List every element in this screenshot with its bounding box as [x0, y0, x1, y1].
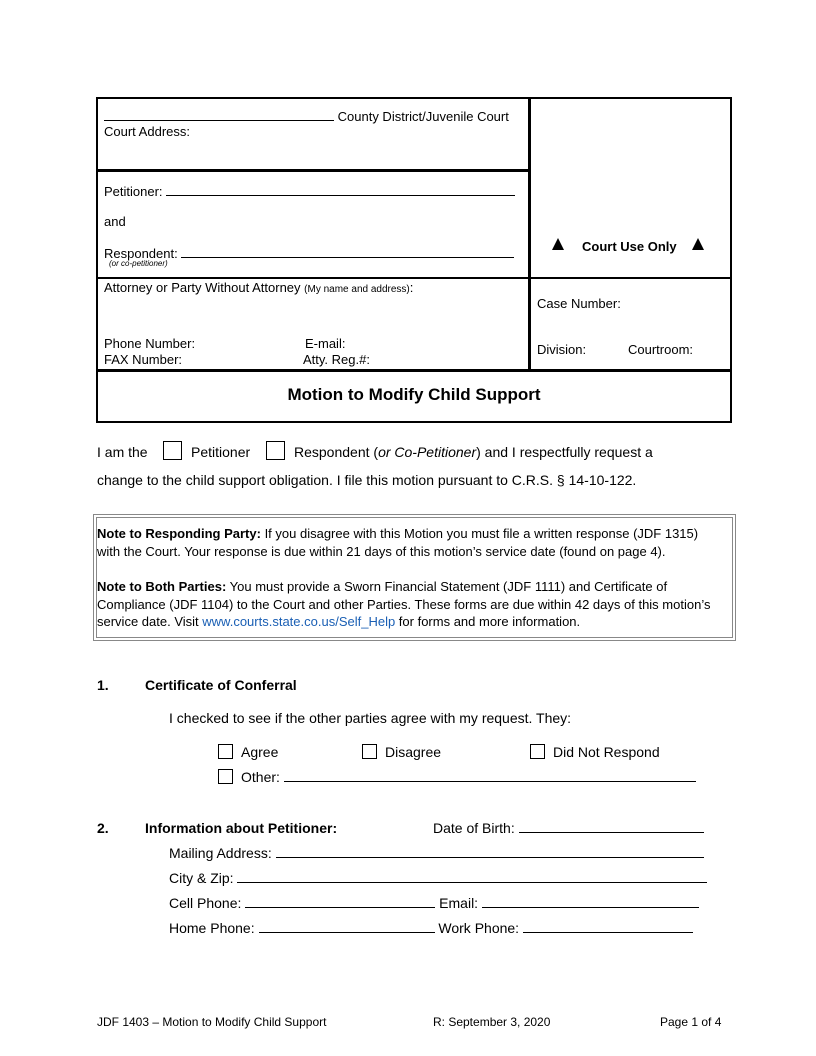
- home-label: Home Phone:: [169, 920, 255, 936]
- up-arrow-icon-left: [552, 238, 564, 250]
- notice-p2-text: You must provide a Sworn Financial Statement (JDF 1111) and Certificate of: [226, 579, 668, 594]
- disagree-checkbox[interactable]: [362, 744, 377, 759]
- agree-checkbox[interactable]: [218, 744, 233, 759]
- footer-page: Page 1 of 4: [660, 1015, 722, 1029]
- notice-p1-text: If you disagree with this Motion you must file a written response (JDF 1315): [260, 526, 699, 541]
- footer-revision: R: September 3, 2020: [433, 1015, 551, 1029]
- notice-both-heading: Note to Both Parties:: [97, 579, 227, 594]
- notice-p2-line3: [97, 614, 580, 629]
- intro-after: ) and I respectfully request a: [476, 444, 653, 460]
- other-blank[interactable]: [284, 769, 696, 782]
- attorney-label-line: [104, 280, 413, 295]
- petitioner-option-label: Petitioner: [191, 444, 251, 460]
- petitioner-blank[interactable]: [166, 183, 515, 196]
- city-blank[interactable]: [237, 870, 707, 883]
- court-county-blank[interactable]: [104, 108, 334, 121]
- notice-p2-post: for forms and more information.: [395, 614, 581, 629]
- email-label: E-mail:: [305, 336, 346, 351]
- dob-line: [433, 820, 704, 836]
- self-help-link[interactable]: www.courts.state.co.us/Self_Help: [202, 614, 396, 629]
- home-line: [169, 920, 693, 936]
- other-label: Other:: [241, 769, 280, 785]
- respondent-blank[interactable]: [181, 245, 514, 258]
- attorney-label: Attorney or Party Without Attorney: [104, 280, 301, 295]
- attorney-colon: :: [409, 280, 414, 295]
- respondent-checkbox[interactable]: [266, 441, 285, 460]
- section-2-heading: Information about Petitioner:: [145, 820, 338, 836]
- intro-line-2: change to the child support obligation. I file this motion pursuant to C.R.S. § 14-10-122.: [97, 472, 637, 488]
- did-not-respond-checkbox[interactable]: [530, 744, 545, 759]
- section-2-number: 2.: [97, 820, 109, 836]
- court-name-line: [104, 108, 509, 124]
- fax-label: FAX Number:: [104, 352, 183, 367]
- notice-p1-line1: [97, 526, 698, 541]
- atty-reg-label: Atty. Reg.#:: [303, 352, 370, 367]
- dob-blank[interactable]: [519, 820, 704, 833]
- section-1-heading: Certificate of Conferral: [145, 677, 297, 693]
- respondent-option-line: [294, 444, 653, 460]
- case-number-label: Case Number:: [537, 296, 621, 311]
- co-petitioner-italic: or Co-Petitioner: [378, 444, 477, 460]
- section-1-number: 1.: [97, 677, 109, 693]
- dob-label: Date of Birth:: [433, 820, 515, 836]
- petitioner-line: [104, 183, 515, 199]
- mailing-blank[interactable]: [276, 845, 704, 858]
- did-not-respond-label: Did Not Respond: [553, 744, 660, 760]
- and-label: and: [104, 214, 126, 229]
- division-label: Division:: [537, 342, 587, 357]
- up-arrow-icon-right: [692, 238, 704, 250]
- home-blank[interactable]: [259, 920, 435, 933]
- work-label: Work Phone:: [438, 920, 520, 936]
- agree-label: Agree: [241, 744, 279, 760]
- i-am-the-label: I am the: [97, 444, 148, 460]
- footer-form-id: JDF 1403 – Motion to Modify Child Support: [97, 1015, 327, 1029]
- court-suffix: County District/Juvenile Court: [337, 109, 509, 124]
- notice-p2-line1: [97, 579, 667, 594]
- respondent-option-label: Respondent (: [294, 444, 379, 460]
- petitioner-email-label: Email:: [439, 895, 479, 911]
- phone-label: Phone Number:: [104, 336, 196, 351]
- cell-label: Cell Phone:: [169, 895, 242, 911]
- court-address-label: Court Address:: [104, 124, 190, 139]
- mailing-line: [169, 845, 704, 861]
- notice-p2-line2: Compliance (JDF 1104) to the Court and other Parties. These forms are due within 42 days of this motion’s: [97, 597, 711, 612]
- cell-blank[interactable]: [245, 895, 435, 908]
- work-blank[interactable]: [523, 920, 693, 933]
- disagree-label: Disagree: [385, 744, 442, 760]
- petitioner-email-blank[interactable]: [482, 895, 699, 908]
- court-use-only: Court Use Only: [582, 239, 677, 254]
- other-line: [241, 769, 696, 785]
- co-petitioner-note: (or co-petitioner): [109, 259, 168, 268]
- city-line: [169, 870, 707, 886]
- courtroom-label: Courtroom:: [628, 342, 694, 357]
- cell-line: [169, 895, 699, 911]
- page-title: Motion to Modify Child Support: [287, 385, 541, 404]
- notice-p2-pre: service date. Visit: [97, 614, 203, 629]
- petitioner-checkbox[interactable]: [163, 441, 182, 460]
- mailing-label: Mailing Address:: [169, 845, 272, 861]
- petitioner-label: Petitioner:: [104, 184, 163, 199]
- section-1-prompt: I checked to see if the other parties agree with my request. They:: [169, 710, 572, 726]
- attorney-note: (My name and address): [304, 284, 410, 295]
- notice-p1-line2: with the Court. Your response is due within 21 days of this motion’s service date (found on page 4).: [97, 544, 666, 559]
- notice-responding-heading: Note to Responding Party:: [97, 526, 261, 541]
- city-label: City & Zip:: [169, 870, 234, 886]
- other-checkbox[interactable]: [218, 769, 233, 784]
- respondent-label: Respondent:: [104, 246, 178, 261]
